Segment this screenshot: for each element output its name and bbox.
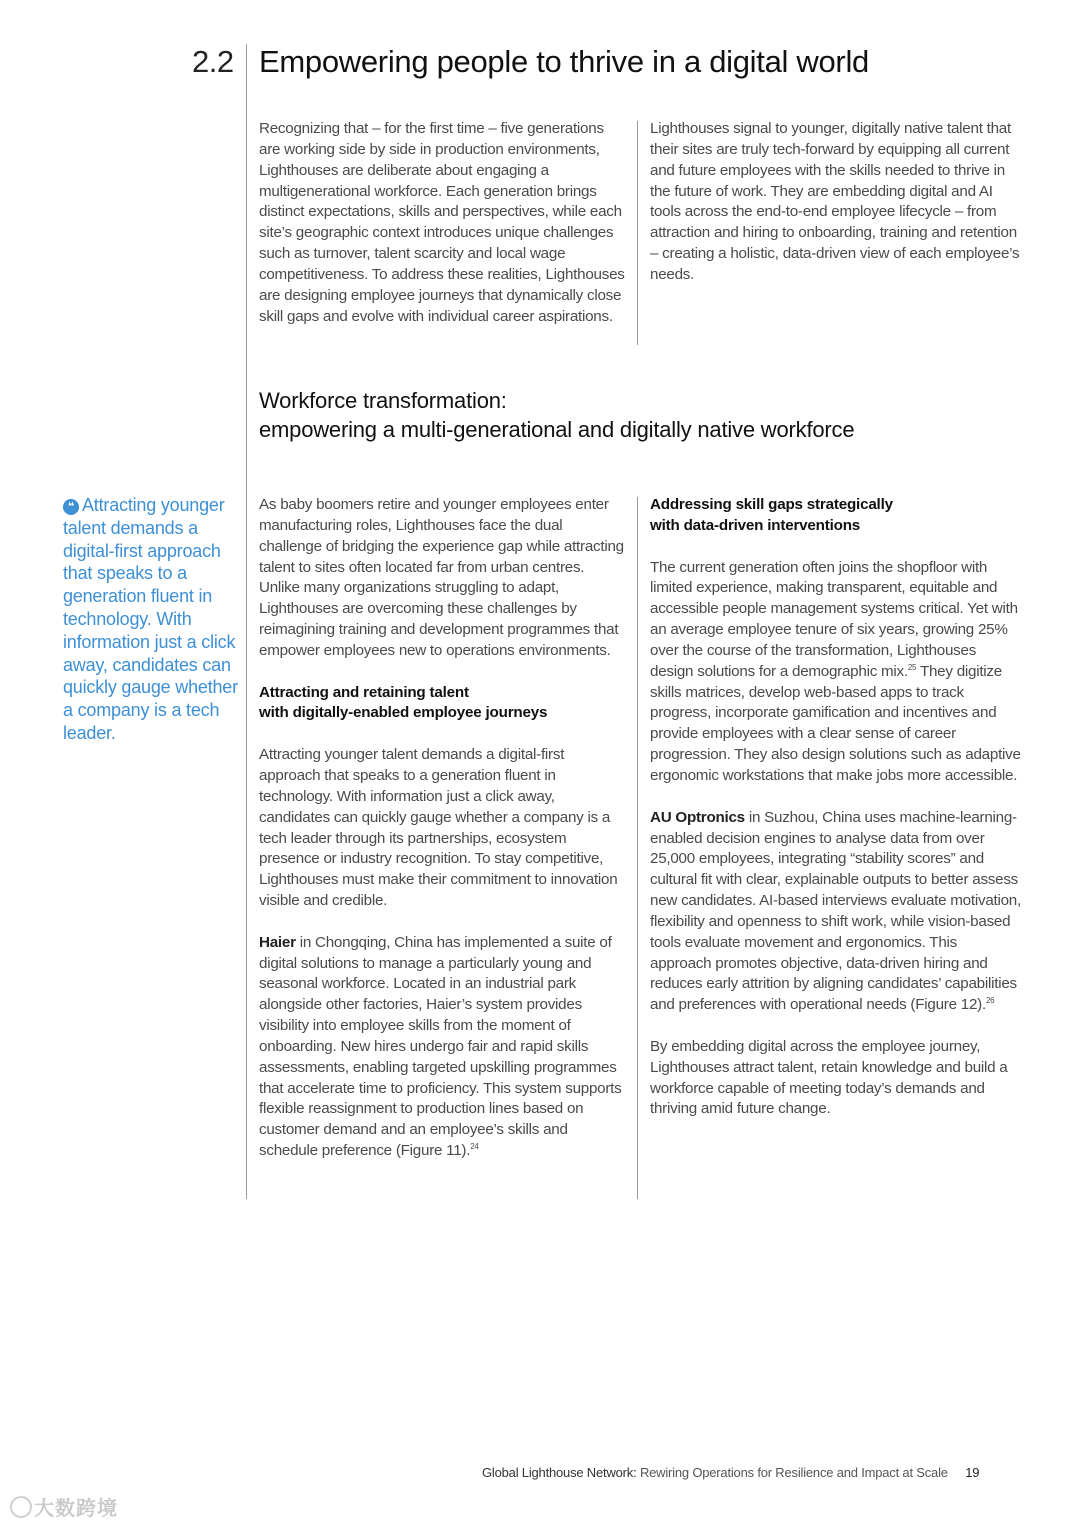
body-right-paragraph-2 <box>650 808 1022 1016</box>
footnote-ref: 24 <box>470 1142 479 1152</box>
intro-left-paragraph: Recognizing that – for the first time – five generations are working side by side in production environments, Lighthouses are deliberate about engaging a multigenerational workforce. Each generation brings distinct expectations, skills and perspectives, while each site’s geographic context introduces unique challenges such as turnover, talent scarcity and local wage competitiveness. To address these realities, Lighthouses are designing employee journeys that dynamically close skill gaps and evolve with individual career aspirations. <box>259 120 625 325</box>
company-name-haier: Haier <box>259 933 296 951</box>
intro-column-divider <box>637 121 638 345</box>
pull-quote-text: Attracting younger talent demands a digital-first approach that speaks to a generation fluent in technology. With information just a click away, candidates can quickly gauge whether a company is a tech leader. <box>63 495 238 743</box>
company-name-au-optronics: AU Optronics <box>650 808 745 826</box>
body-right-subheading-line1: Addressing skill gaps strategically <box>650 496 893 513</box>
quote-icon: ❝ <box>63 499 79 515</box>
subsection-heading-line2: empowering a multi-generational and digitally native workforce <box>259 417 855 442</box>
body-left-subheading-line2: with digitally-enabled employee journeys <box>259 704 548 722</box>
body-left-column <box>259 495 627 1162</box>
watermark-text: 大数跨境 <box>34 1498 118 1520</box>
section-divider-line <box>246 44 247 1199</box>
subsection-heading-line1: Workforce transformation: <box>259 388 507 413</box>
footer-report-title: Global Lighthouse Network: <box>482 1465 637 1480</box>
watermark <box>10 1492 118 1521</box>
subsection-heading <box>259 386 854 444</box>
body-right-paragraph-1-text-2: They digitize skills matrices, develop web-based apps to track progress, incorporate gamification and incentives and provide employees with a clear sense of career progression. They also design solutions such as adaptive ergonomic workstations that make jobs more accessible. <box>650 662 1021 784</box>
footnote-ref: 26 <box>985 996 995 1006</box>
body-left-paragraph-3 <box>259 933 627 1162</box>
pull-quote <box>63 494 243 745</box>
footer-report-subtitle: Rewiring Operations for Resilience and Impact at Scale <box>639 1465 948 1480</box>
footnote-ref: 25 <box>907 662 917 672</box>
page-number: 19 <box>965 1465 980 1480</box>
body-left-subheading <box>259 683 627 725</box>
intro-right-paragraph: Lighthouses signal to younger, digitally native talent that their sites are truly tech-forward by equipping all current and future employees with the skills needed to thrive in the future of work. They are embedding digital and AI tools across the end-to-end employee lifecycle – from attraction and hiring to onboarding, training and retention – creating a holistic, data-driven view of each employee’s needs. <box>650 120 1020 283</box>
body-right-paragraph-1-text: The current generation often joins the shopfloor with limited experience, making transparent, equitable and accessible people management systems critical. Yet with an average employee tenure of six years, growing 25% over the course of the transformation, Lighthouses design solutions for a demographic mix. <box>650 558 1018 680</box>
body-right-paragraph-3: By embedding digital across the employee journey, Lighthouses attract talent, retain knowledge and build a workforce capable of meeting today’s demands and thriving amid future change. <box>650 1037 1008 1118</box>
section-title: Empowering people to thrive in a digital world <box>259 44 869 79</box>
body-left-subheading-line1: Attracting and retaining talent <box>259 683 469 701</box>
body-left-paragraph-1: As baby boomers retire and younger employees enter manufacturing roles, Lighthouses face the dual challenge of bridging the experience gap while attracting talent to sites often located far from urban centres. Unlike many organizations struggling to adapt, Lighthouses are overcoming these challenges by reimagining training and development programmes that empower employees new to operations environments. <box>259 496 624 659</box>
watermark-logo-icon <box>10 1496 32 1518</box>
body-right-subheading <box>650 495 1022 537</box>
body-left-paragraph-3-text: in Chongqing, China has implemented a suite of digital solutions to manage a particularly young and seasonal workforce. Located in an industrial park alongside other factories, Haier’s system provides visibility into employee skills from the moment of onboarding. New hires undergo fair and rapid skills assessments, enabling targeted upskilling programmes that accelerate time to proficiency. This system supports flexible reassignment to production lines based on customer demand and an employee’s skills and schedule preference (Figure 11). <box>259 933 622 1160</box>
body-right-paragraph-1 <box>650 558 1022 787</box>
body-column-divider <box>637 497 638 1199</box>
body-right-subheading-line2: with data-driven interventions <box>650 516 861 534</box>
body-right-column <box>650 495 1022 1120</box>
body-right-paragraph-2-text: in Suzhou, China uses machine-learning-enabled decision engines to analyse data from over 25,000 employees, integrating “stability scores” and cultural fit with clear, explainable outputs to better assess new candidates. AI-based interviews evaluate motivation, flexibility and openness to shift work, while vision-based tools evaluate movement and ergonomics. This approach promotes objective, data-driven hiring and reduces early attrition by aligning candidates’ capabilities and preferences with operational needs (Figure 12). <box>650 808 1021 1014</box>
page-footer <box>482 1465 979 1480</box>
body-left-paragraph-2: Attracting younger talent demands a digital-first approach that speaks to a generation fluent in technology. With information just a click away, candidates can quickly gauge whether a company is a tech leader through its partnerships, ecosystem presence or industry recognition. To stay competitive, Lighthouses must make their commitment to innovation visible and credible. <box>259 746 618 910</box>
section-number: 2.2 <box>192 44 234 79</box>
